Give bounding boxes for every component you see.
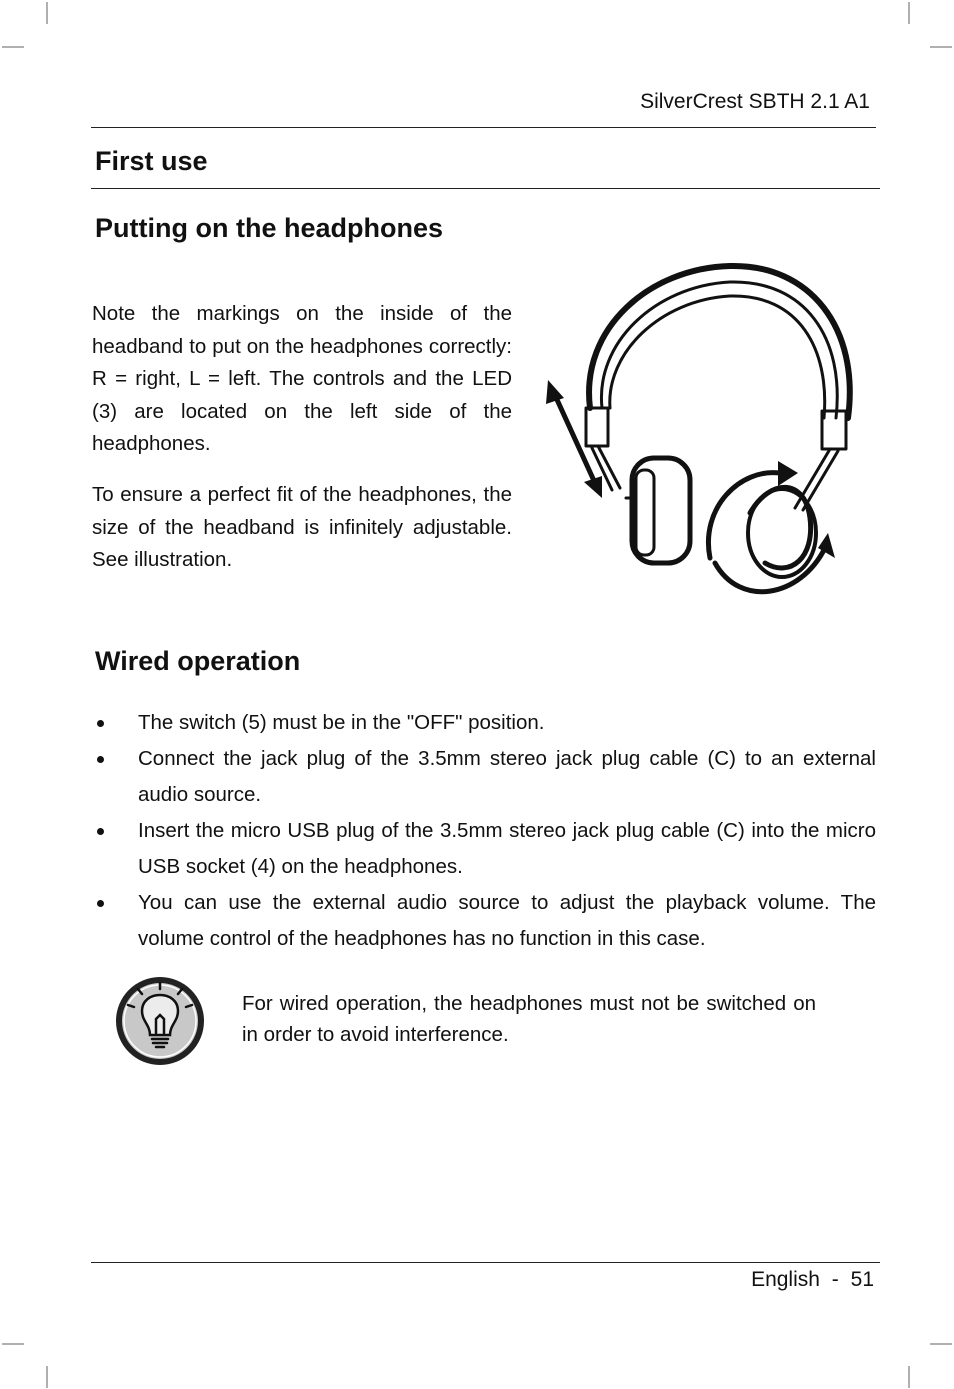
crop-mark	[930, 46, 952, 48]
section-rule	[91, 188, 880, 189]
crop-mark	[46, 2, 48, 24]
bullet-icon	[97, 756, 104, 763]
list-item: Connect the jack plug of the 3.5mm stereo jack plug cable (C) to an external audio source.	[92, 741, 876, 813]
footer-separator: -	[831, 1268, 839, 1291]
crop-mark	[908, 2, 910, 24]
crop-mark	[930, 1343, 952, 1345]
footer-rule	[91, 1262, 880, 1263]
list-item: Insert the micro USB plug of the 3.5mm stereo jack plug cable (C) into the micro USB socket (4) on the headphones.	[92, 813, 876, 885]
footer-language: English	[751, 1268, 820, 1291]
bullet-icon	[97, 900, 104, 907]
bullet-icon	[97, 828, 104, 835]
headphones-adjustment-illustration	[540, 258, 870, 603]
lightbulb-tip-icon	[114, 975, 206, 1067]
list-item: The switch (5) must be in the "OFF" position.	[92, 705, 876, 741]
section-title-wired: Wired operation	[95, 646, 301, 676]
bullet-icon	[97, 720, 104, 727]
crop-mark	[2, 46, 24, 48]
header-rule	[91, 127, 876, 128]
crop-mark	[908, 1366, 910, 1388]
crop-mark	[46, 1366, 48, 1388]
tip-text: For wired operation, the headphones must not be switched on in order to avoid interference.	[242, 992, 816, 1046]
footer-page-info	[700, 1268, 874, 1292]
header-model: SilverCrest SBTH 2.1 A1	[640, 90, 870, 113]
crop-mark	[2, 1343, 24, 1345]
list-item: You can use the external audio source to adjust the playback volume. The volume control of the headphones has no function in this case.	[92, 885, 876, 957]
paragraph-markings: Note the markings on the inside of the headband to put on the headphones correctly: R = right, L = left. The controls and the LED (3) are located on the left side of the headphones.	[92, 302, 512, 455]
section-title-putting-on: Putting on the headphones	[95, 213, 443, 243]
page-number: 51	[850, 1268, 874, 1291]
wired-bullet-list	[92, 705, 876, 957]
section-title-first-use: First use	[95, 146, 208, 176]
paragraph-adjustable: To ensure a perfect fit of the headphones, the size of the headband is infinitely adjustable. See illustration.	[92, 483, 512, 571]
